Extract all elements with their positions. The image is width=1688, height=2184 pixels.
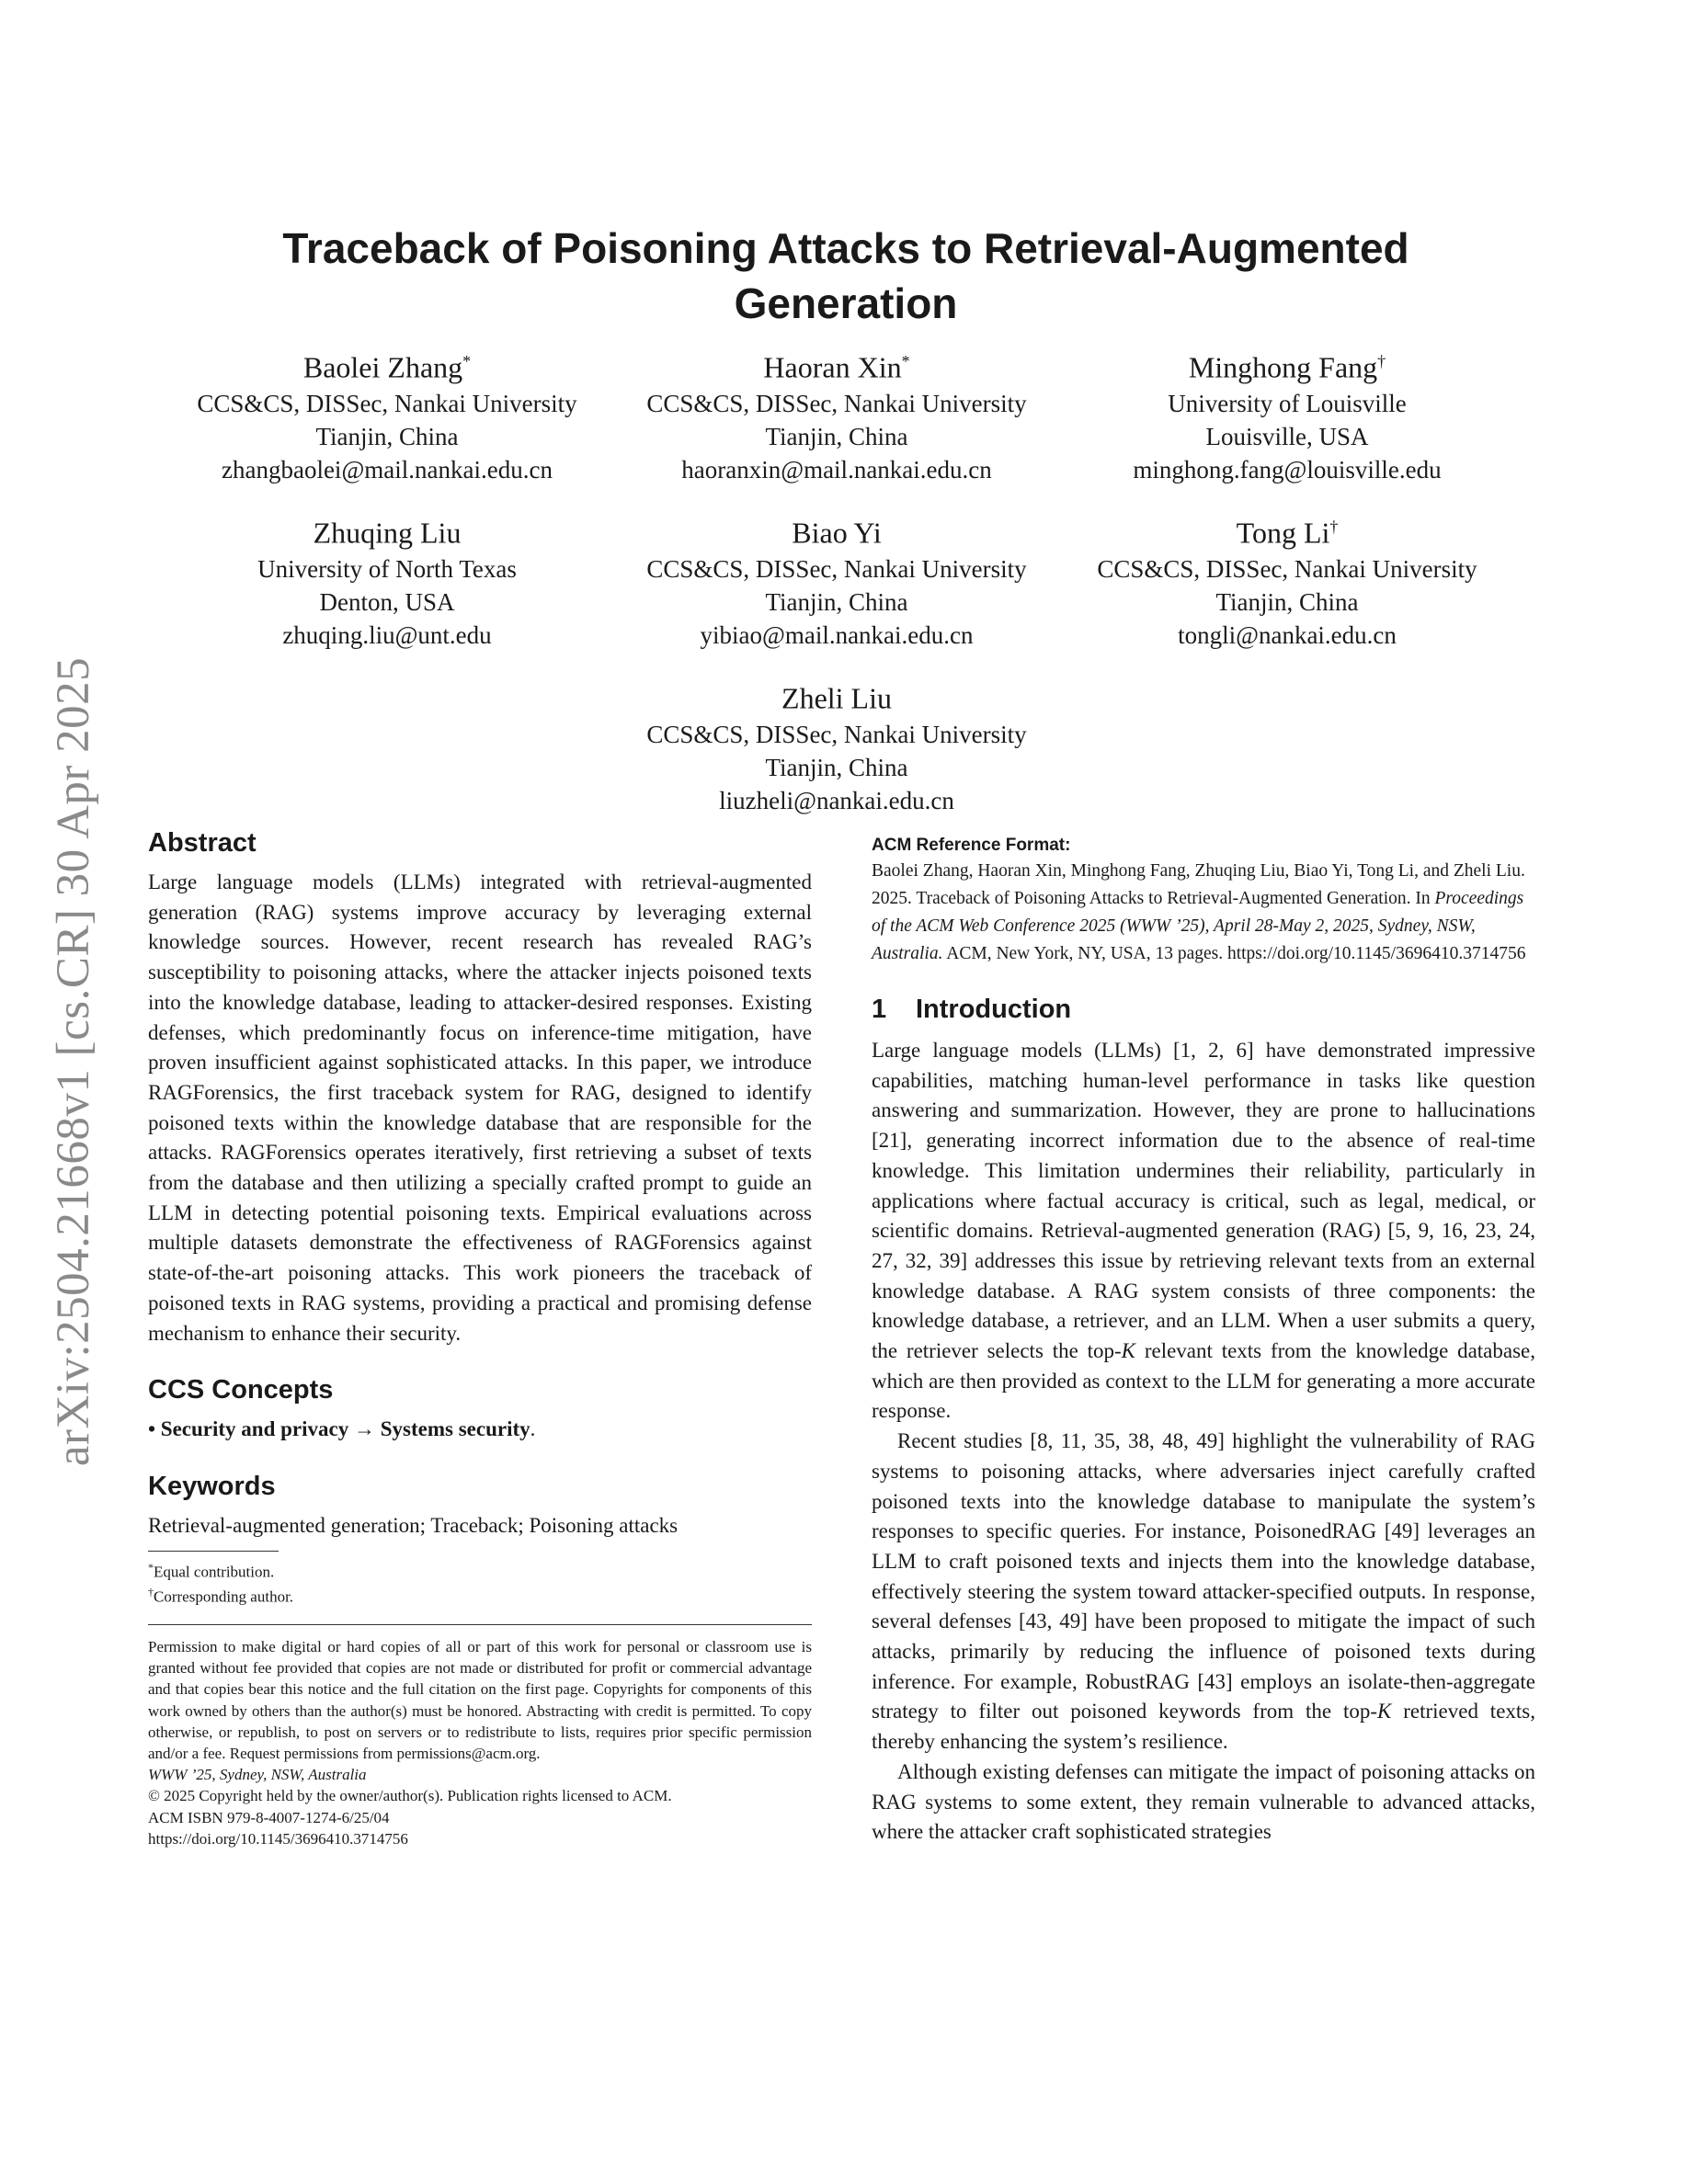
author-affiliation: CCS&CS, DISSec, Nankai University	[197, 389, 577, 417]
ccs-concepts: • Security and privacy → Systems security.	[148, 1417, 536, 1441]
author-block	[607, 342, 1066, 486]
author-name: Biao Yi	[792, 516, 882, 550]
author-affiliation: University of Louisville	[1168, 389, 1407, 417]
paper-title: Traceback of Poisoning Attacks to Retrieval-Augmented Generation	[282, 224, 1409, 327]
author-block	[157, 342, 617, 486]
author-block	[607, 507, 1066, 652]
footnote-rule	[148, 1551, 279, 1552]
acm-reference-heading: ACM Reference Format:	[872, 836, 1071, 855]
introduction-heading: 1 Introduction	[872, 995, 1072, 1024]
abstract-heading: Abstract	[148, 828, 257, 858]
ccs-heading: CCS Concepts	[148, 1375, 334, 1405]
author-location: Denton, USA	[319, 587, 455, 616]
arxiv-identifier: arXiv:2504.21668v1 [cs.CR] 30 Apr 2025	[48, 656, 99, 1467]
author-block	[607, 673, 1066, 817]
permission-rule	[148, 1624, 812, 1625]
footnote-equal: *Equal contribution.	[148, 1560, 275, 1581]
intro-paragraph-1: Large language models (LLMs) [1, 2, 6] have demonstrated impressive capabilities, matching human-level performance in tasks like question answering and summarization. However, they are prone to hallucinations [21], generating incorrect information due to the absence of real-time knowledge. This limitation undermines their reliability, particularly in applications where factual accuracy is critical, such as legal, medical, or scientific domains. Retrieval-augmented generation (RAG) [5, 9, 16, 23, 24, 27, 32, 39] addresses this issue by retrieving relevant texts from an external knowledge database. A RAG system consists of three components: the knowledge database, a retriever, and an LLM. When a user submits a query, the retriever selects the top-K relevant texts from the knowledge database, which are then provided as context to the LLM for generating a more accurate response.	[872, 1039, 1536, 1423]
keywords-heading: Keywords	[148, 1471, 276, 1501]
intro-paragraph-3: Although existing defenses can mitigate the impact of poisoning attacks on RAG systems to some extent, they remain vulnerable to advanced attacks, where the attacker craft sophisticated strategies	[872, 1759, 1535, 1844]
author-affiliation: CCS&CS, DISSec, Nankai University	[646, 389, 1027, 417]
author-location: Tianjin, China	[765, 753, 908, 781]
author-block	[157, 507, 617, 652]
right-column	[872, 834, 1535, 1848]
venue: WWW ’25, Sydney, NSW, Australia	[148, 1766, 367, 1784]
author-name: Zheli Liu	[781, 681, 892, 715]
left-column	[148, 825, 812, 1849]
author-location: Tianjin, China	[765, 587, 908, 616]
author-location: Louisville, USA	[1205, 422, 1369, 450]
keywords-text: Retrieval-augmented generation; Traceback; Poisoning attacks	[148, 1513, 679, 1537]
footnote-corresponding: †Corresponding author.	[148, 1586, 294, 1606]
author-name: Tong Li†	[1236, 516, 1339, 550]
author-email: zhangbaolei@mail.nankai.edu.cn	[222, 455, 553, 483]
acm-reference-text: Baolei Zhang, Haoran Xin, Minghong Fang, Zhuqing Liu, Biao Yi, Tong Li, and Zheli Liu. 2025. Traceback of Poisoning Attacks to Retrieval-Augmented Generation. In Proceedings of the ACM Web Conference 2025 (WWW ’25), April 28-May 2, 2025, Sydney, NSW, Australia. ACM, New York, NY, USA, 13 pages. https://doi.org/10.1145/3696410.3714756	[872, 861, 1526, 963]
author-email: liuzheli@nankai.edu.cn	[719, 786, 954, 814]
copyright: © 2025 Copyright held by the owner/author(s). Publication rights licensed to ACM.	[148, 1787, 672, 1805]
arxiv-sidebar	[40, 579, 107, 1544]
author-name: Baolei Zhang*	[302, 350, 472, 384]
author-email: minghong.fang@louisville.edu	[1133, 455, 1442, 483]
author-name: Minghong Fang†	[1188, 350, 1386, 384]
author-affiliation: University of North Texas	[257, 554, 517, 583]
author-affiliation: CCS&CS, DISSec, Nankai University	[646, 554, 1027, 583]
isbn: ACM ISBN 979-8-4007-1274-6/25/04	[148, 1808, 390, 1826]
author-affiliation: CCS&CS, DISSec, Nankai University	[646, 720, 1027, 748]
author-block	[1057, 507, 1517, 652]
permission-notice: Permission to make digital or hard copies of all or part of this work for personal or classroom use is granted without fee provided that copies are not made or distributed for profit or commercial advantage and that copies bear this notice and the full citation on the first page. Copyrights for components of this work owned by others than the author(s) must be honored. Abstracting with credit is permitted. To copy otherwise, or republish, to post on servers or to redistribute to lists, requires prior specific permission and/or a fee. Request permissions from permissions@acm.org.	[148, 1637, 812, 1762]
author-email: tongli@nankai.edu.cn	[1178, 620, 1397, 649]
author-email: haoranxin@mail.nankai.edu.cn	[681, 455, 992, 483]
author-location: Tianjin, China	[315, 422, 459, 450]
author-location: Tianjin, China	[765, 422, 908, 450]
author-name: Zhuqing Liu	[313, 516, 462, 550]
author-name: Haoran Xin*	[763, 350, 910, 384]
author-email: yibiao@mail.nankai.edu.cn	[700, 620, 974, 649]
intro-paragraph-2: Recent studies [8, 11, 35, 38, 48, 49] highlight the vulnerability of RAG systems to poisoning attacks, where adversaries inject carefully crafted poisoned texts into the knowledge database to manipulate the system’s responses to specific queries. For instance, PoisonedRAG [49] leverages an LLM to craft poisoned texts and injects them into the knowledge database, effectively steering the system toward attacker-specified outputs. In response, several defenses [43, 49] have been proposed to mitigate the impact of such attacks, primarily by reducing the influence of poisoned texts during inference. For example, RobustRAG [43] employs an isolate-then-aggregate strategy to filter out poisoned keywords from the top-K retrieved texts, thereby enhancing the system’s resilience.	[872, 1429, 1535, 1754]
author-affiliation: CCS&CS, DISSec, Nankai University	[1097, 554, 1477, 583]
doi-link[interactable]: https://doi.org/10.1145/3696410.3714756	[148, 1829, 408, 1848]
author-block	[1057, 342, 1517, 486]
author-location: Tianjin, China	[1215, 587, 1359, 616]
abstract-text: Large language models (LLMs) integrated with retrieval-augmented generation (RAG) systems improve accuracy by leveraging external knowledge sources. However, recent research has revealed RAG’s susceptibility to poisoning attacks, where the attacker injects poisoned texts into the knowledge database, leading to attacker-desired responses. Existing defenses, which predominantly focus on inference-time mitigation, have proven insufficient against sophisticated attacks. In this paper, we introduce RAGForensics, the first traceback system for RAG, designed to identify poisoned texts within the knowledge database that are responsible for the attacks. RAGForensics operates iteratively, first retrieving a subset of texts from the database and then utilizing a specially crafted prompt to guide an LLM in detecting potential poisoning texts. Empirical evaluations across multiple datasets demonstrate the effectiveness of RAGForensics against state-of-the-art poisoning attacks. This work pioneers the traceback of poisoned texts in RAG systems, providing a practical and promising defense mechanism to enhance their security.	[148, 870, 812, 1345]
author-email: zhuqing.liu@unt.edu	[282, 620, 492, 649]
